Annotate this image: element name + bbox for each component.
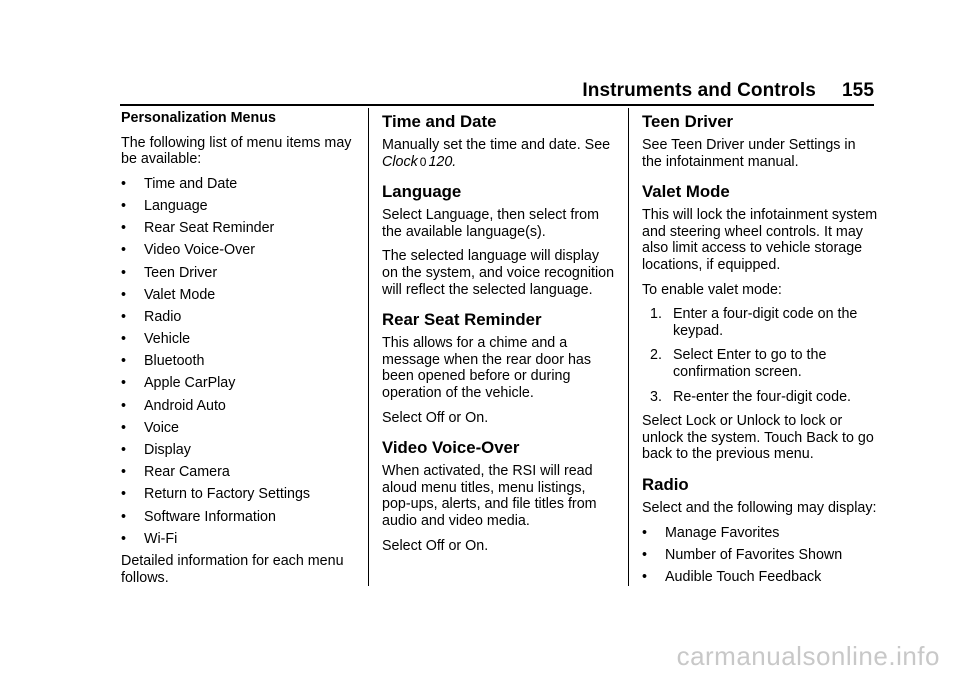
- bullet-icon: •: [121, 197, 127, 214]
- bullet-icon: •: [121, 464, 127, 481]
- list-item-label: Time and Date: [144, 175, 238, 192]
- video-voice-text-2: Select Off or On.: [382, 537, 489, 554]
- column-divider-1: [368, 108, 369, 586]
- bullet-icon: •: [121, 331, 127, 348]
- list-item-label: Software Information: [144, 508, 276, 525]
- watermark: carmanualsonline.info: [676, 641, 940, 671]
- menu-items-list: [121, 176, 357, 548]
- list-item-label: Number of Favorites Shown: [665, 546, 843, 563]
- valet-text-3: Select Lock or Unlock to lock or unlock the system. Touch Back to go back to the previous menu.: [642, 413, 874, 463]
- list-item-label: Language: [144, 197, 208, 214]
- time-date-text: Manually set the time and date. See Clock 0 120.: [382, 137, 611, 170]
- bullet-icon: •: [121, 242, 127, 259]
- list-item: [121, 509, 357, 526]
- step-number: 2.: [650, 347, 662, 364]
- bullet-icon: •: [121, 308, 127, 325]
- list-item: [121, 242, 357, 259]
- radio-text: Select and the following may display:: [642, 499, 877, 516]
- bullet-icon: •: [121, 264, 127, 281]
- heading-video-voice-over: Video Voice-Over: [382, 438, 520, 458]
- list-item-label: Valet Mode: [144, 286, 216, 303]
- bullet-icon: •: [121, 442, 127, 459]
- bullet-icon: •: [642, 568, 648, 585]
- teen-driver-text: See Teen Driver under Settings in the infotainment manual.: [642, 137, 856, 170]
- rear-seat-text-1: This allows for a chime and a message when the rear door has been opened before or during operation of the vehicle.: [382, 335, 592, 401]
- section-title: Instruments and Controls: [582, 80, 816, 101]
- list-item: [121, 442, 357, 459]
- step-number: 1.: [650, 306, 662, 323]
- list-item: [121, 464, 357, 481]
- list-item: [121, 531, 357, 548]
- page-number: 155: [841, 80, 874, 101]
- column-1: [121, 110, 357, 594]
- list-item: [642, 569, 878, 586]
- list-item: [121, 265, 357, 282]
- list-item-label: Rear Camera: [144, 464, 230, 481]
- list-item: [121, 420, 357, 437]
- clock-page-ref[interactable]: 120.: [428, 153, 457, 170]
- step-item: [642, 389, 878, 406]
- step-text: Enter a four-digit code on the keypad.: [673, 306, 858, 339]
- list-item: [121, 331, 357, 348]
- list-item-label: Radio: [144, 308, 182, 325]
- intro-text: The following list of menu items may be available:: [121, 134, 352, 168]
- list-item-label: Apple CarPlay: [144, 375, 236, 392]
- bullet-icon: •: [121, 419, 127, 436]
- column-divider-2: [628, 108, 629, 586]
- list-item-label: Video Voice-Over: [144, 242, 255, 259]
- list-item: [121, 287, 357, 304]
- list-item-label: Return to Factory Settings: [144, 486, 311, 503]
- step-item: [642, 306, 878, 339]
- video-voice-text-1: When activated, the RSI will read aloud menu titles, menu listings, pop-ups, alerts, and file titles from audio and video media.: [382, 463, 597, 529]
- step-number: 3.: [650, 388, 662, 405]
- bullet-icon: •: [121, 175, 127, 192]
- heading-language: Language: [382, 182, 462, 202]
- column-2: [382, 110, 616, 562]
- list-item-label: Vehicle: [144, 331, 191, 348]
- step-text: Re-enter the four-digit code.: [673, 388, 852, 405]
- list-item: [642, 547, 878, 564]
- list-item-label: Manage Favorites: [665, 524, 780, 541]
- list-item: [121, 176, 357, 193]
- outro-text: Detailed information for each menu follows.: [121, 552, 344, 586]
- header-rule: [120, 104, 874, 106]
- valet-text-1: This will lock the infotainment system and steering wheel controls. It may also limit access to vehicle storage locations, if equipped.: [642, 207, 878, 273]
- list-item-label: Rear Seat Reminder: [144, 220, 275, 237]
- bullet-icon: •: [121, 220, 127, 237]
- page-ref-icon: 0: [419, 154, 427, 169]
- list-item-label: Display: [144, 442, 191, 459]
- list-item: [121, 220, 357, 237]
- bullet-icon: •: [121, 353, 127, 370]
- list-item-label: Teen Driver: [144, 264, 218, 281]
- radio-items-list: [642, 525, 878, 586]
- list-item: [121, 353, 357, 370]
- list-item-label: Bluetooth: [144, 353, 205, 370]
- bullet-icon: •: [642, 546, 648, 563]
- list-item: [121, 486, 357, 503]
- rear-seat-text-2: Select Off or On.: [382, 409, 489, 426]
- list-item: [121, 375, 357, 392]
- page-header: [582, 80, 874, 102]
- language-text-1: Select Language, then select from the available language(s).: [382, 207, 599, 240]
- bullet-icon: •: [121, 508, 127, 525]
- list-item-label: Wi-Fi: [144, 530, 178, 547]
- bullet-icon: •: [121, 486, 127, 503]
- heading-teen-driver: Teen Driver: [642, 112, 734, 131]
- list-item: [642, 525, 878, 542]
- bullet-icon: •: [121, 397, 127, 414]
- bullet-icon: •: [121, 530, 127, 547]
- list-item: [121, 198, 357, 215]
- clock-reference[interactable]: Clock: [382, 153, 418, 170]
- bullet-icon: •: [642, 524, 648, 541]
- step-text: Select Enter to go to the confirmation screen.: [673, 347, 827, 380]
- bullet-icon: •: [121, 375, 127, 392]
- column-3: [642, 110, 878, 591]
- list-item: [121, 309, 357, 326]
- heading-radio: Radio: [642, 474, 689, 494]
- list-item-label: Android Auto: [144, 397, 226, 414]
- heading-rear-seat-reminder: Rear Seat Reminder: [382, 310, 542, 330]
- valet-text-2: To enable valet mode:: [642, 281, 782, 298]
- heading-time-and-date: Time and Date: [382, 112, 497, 131]
- list-item-label: Voice: [144, 419, 179, 436]
- list-item: [121, 398, 357, 415]
- lead-heading: Personalization Menus: [121, 110, 276, 126]
- language-text-2: The selected language will display on the system, and voice recognition will reflect the selected language.: [382, 248, 615, 298]
- bullet-icon: •: [121, 286, 127, 303]
- list-item-label: Audible Touch Feedback: [665, 568, 822, 585]
- step-item: [642, 347, 878, 380]
- valet-steps-list: [642, 306, 878, 405]
- heading-valet-mode: Valet Mode: [642, 182, 730, 202]
